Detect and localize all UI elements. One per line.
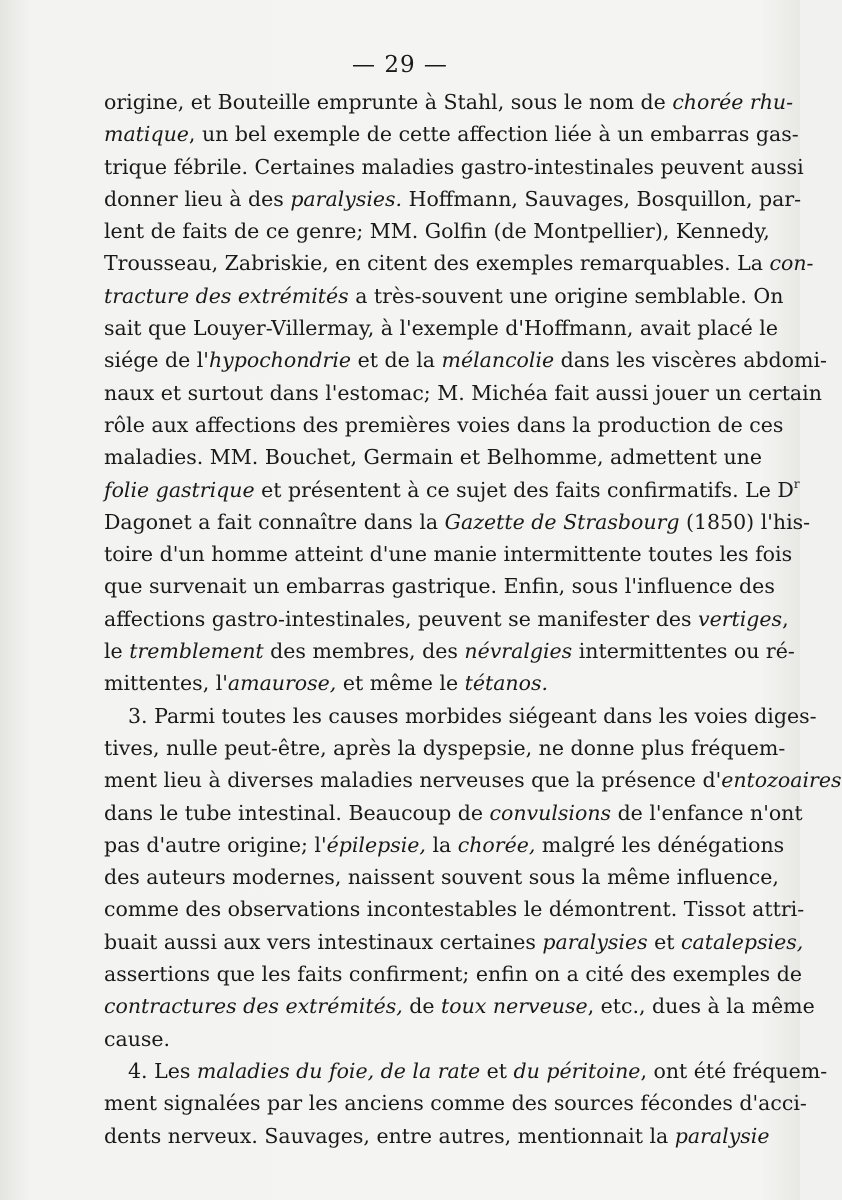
- text-line: [104, 441, 763, 473]
- text-segment: buait aussi aux vers intestinaux certaines: [104, 929, 543, 954]
- italic-text: toux nerveuse: [441, 994, 588, 1019]
- italic-text: con-: [769, 251, 814, 276]
- italic-text: catalepsies,: [681, 929, 804, 954]
- text-segment: et de la: [351, 348, 442, 373]
- italic-text: paralysie: [674, 1123, 770, 1148]
- text-segment: ment lieu à diverses maladies nerveuses que la présence d': [104, 768, 722, 793]
- italic-text: névralgies: [464, 639, 573, 664]
- text-segment: dents nerveux. Sauvages, entre autres, mentionnait la: [104, 1123, 675, 1148]
- text-line: [104, 570, 775, 602]
- text-segment: tives, nulle peut-être, après la dyspepsie, ne donne plus fréquem-: [104, 735, 786, 760]
- text-segment: des auteurs modernes, naissent souvent sous la même influence,: [104, 865, 779, 890]
- italic-text: folie gastrique: [104, 477, 255, 502]
- text-segment: mittentes, l': [104, 671, 228, 696]
- text-segment: ment signalées par les anciens comme des sources fécondes d'acci-: [104, 1091, 807, 1116]
- text-line: [104, 86, 794, 118]
- text-line: [104, 764, 842, 796]
- text-line: [104, 1120, 770, 1152]
- text-line: [104, 700, 817, 732]
- text-segment: le: [104, 639, 130, 664]
- body-text: [104, 86, 842, 1152]
- text-segment: assertions que les faits confirment; enfin on a cité des exemples de: [104, 962, 802, 987]
- italic-text: tremblement: [129, 639, 264, 664]
- text-line: [104, 603, 789, 635]
- text-line: [104, 183, 802, 215]
- italic-text: paralysies.: [290, 186, 403, 211]
- text-line: [104, 829, 785, 861]
- italic-text: Gazette de Strasbourg: [444, 509, 680, 534]
- text-segment: lent de faits de ce genre; MM. Golfin (de Montpellier), Kennedy,: [104, 219, 770, 244]
- text-segment: rôle aux affections des premières voies dans la production de ces: [104, 412, 784, 437]
- italic-text: mélancolie: [441, 348, 555, 373]
- italic-text: maladies du foie, de la rate: [196, 1058, 481, 1083]
- text-segment: a très-souvent une origine semblable. On: [348, 283, 784, 308]
- text-segment: , etc., dues à la même: [587, 994, 815, 1019]
- text-line: [104, 118, 799, 150]
- text-segment: Trousseau, Zabriskie, en citent des exemples remarquables. La: [104, 251, 770, 276]
- italic-text: convulsions: [489, 800, 612, 825]
- text-segment: cause.: [104, 1026, 171, 1051]
- text-segment: origine, et Bouteille emprunte à Stahl, sous le nom de: [104, 90, 673, 114]
- text-line: [104, 151, 804, 183]
- text-segment: la: [425, 832, 458, 857]
- page-number: — 29 —: [352, 52, 448, 78]
- text-line: [104, 506, 811, 538]
- italic-text: entozoaires: [721, 768, 842, 793]
- italic-text: paralysies: [542, 929, 648, 954]
- text-segment: intermittentes ou ré-: [572, 639, 795, 664]
- text-segment: et présentent à ce sujet des faits confirmatifs. Le D: [254, 477, 794, 502]
- text-segment: trique fébrile. Certaines maladies gastro-intestinales peuvent aussi: [104, 154, 804, 179]
- italic-text: tétanos.: [464, 671, 549, 696]
- italic-text: épilepsie,: [326, 832, 426, 857]
- italic-text: amaurose,: [227, 671, 337, 696]
- text-line: [104, 893, 805, 925]
- text-line: [104, 377, 822, 409]
- text-segment: de: [402, 994, 442, 1019]
- text-segment: de l'enfance n'ont: [611, 800, 803, 825]
- text-line: [104, 667, 738, 699]
- superscript-text: r: [793, 476, 800, 491]
- text-segment: pas d'autre origine; l': [104, 832, 327, 857]
- text-segment: siége de l': [104, 348, 209, 373]
- text-line: [104, 538, 793, 570]
- italic-text: contractures des extrémités,: [104, 994, 403, 1019]
- text-line: [104, 990, 815, 1022]
- text-line: [104, 861, 779, 893]
- text-segment: et même le: [336, 671, 465, 696]
- text-segment: , un bel exemple de cette affection liée à un embarras gas-: [188, 122, 799, 147]
- text-segment: dans les viscères abdomi-: [554, 348, 827, 373]
- text-segment: donner lieu à des: [104, 186, 291, 211]
- italic-text: hypochondrie: [208, 348, 352, 373]
- text-segment: sait que Louyer-Villermay, à l'exemple d'Hoffmann, avait placé le: [104, 316, 778, 341]
- text-segment: dans le tube intestinal. Beaucoup de: [104, 800, 490, 825]
- text-line: [104, 732, 786, 764]
- italic-text: du péritoine: [513, 1058, 641, 1083]
- text-segment: , ont été fréquem-: [640, 1058, 828, 1083]
- text-line: [104, 797, 803, 829]
- text-line: [104, 409, 784, 441]
- text-segment: 3. Parmi toutes les causes morbides siégeant dans les voies diges-: [128, 703, 817, 728]
- text-line: [104, 1023, 738, 1055]
- text-segment: malgré les dénégations: [535, 832, 785, 857]
- text-line: [104, 312, 778, 344]
- italic-text: chorée rhu-: [672, 90, 794, 114]
- text-segment: toire d'un homme atteint d'une manie intermittente toutes les fois: [104, 542, 793, 567]
- text-line: [104, 215, 770, 247]
- text-line: [104, 474, 800, 506]
- text-segment: et: [480, 1058, 514, 1083]
- text-segment: affections gastro-intestinales, peuvent se manifester des: [104, 606, 698, 631]
- italic-text: tracture des extrémités: [104, 283, 349, 308]
- text-segment: que survenait un embarras gastrique. Enfin, sous l'influence des: [104, 574, 775, 599]
- text-line: [104, 1055, 828, 1087]
- text-segment: des membres, des: [263, 639, 465, 664]
- text-segment: maladies. MM. Bouchet, Germain et Belhomme, admettent une: [104, 445, 763, 470]
- text-segment: (1850) l'his-: [679, 509, 811, 534]
- italic-text: matique: [104, 122, 189, 147]
- text-line: [104, 635, 795, 667]
- text-line: [104, 958, 802, 990]
- text-line: [104, 247, 814, 279]
- text-segment: comme des observations incontestables le démontrent. Tissot attri-: [104, 897, 805, 922]
- text-segment: naux et surtout dans l'estomac; M. Michéa fait aussi jouer un certain: [104, 380, 822, 405]
- text-line: [104, 344, 827, 376]
- text-segment: et: [647, 929, 682, 954]
- text-line: [104, 280, 784, 312]
- text-segment: Dagonet a fait connaître dans la: [104, 509, 445, 534]
- italic-text: chorée,: [457, 832, 536, 857]
- italic-text: vertiges: [698, 606, 783, 631]
- text-segment: Hoffmann, Sauvages, Bosquillon, par-: [402, 186, 802, 211]
- text-segment: 4. Les: [128, 1058, 197, 1083]
- text-line: [104, 926, 804, 958]
- text-line: [104, 1087, 807, 1119]
- text-segment: ,: [782, 606, 789, 631]
